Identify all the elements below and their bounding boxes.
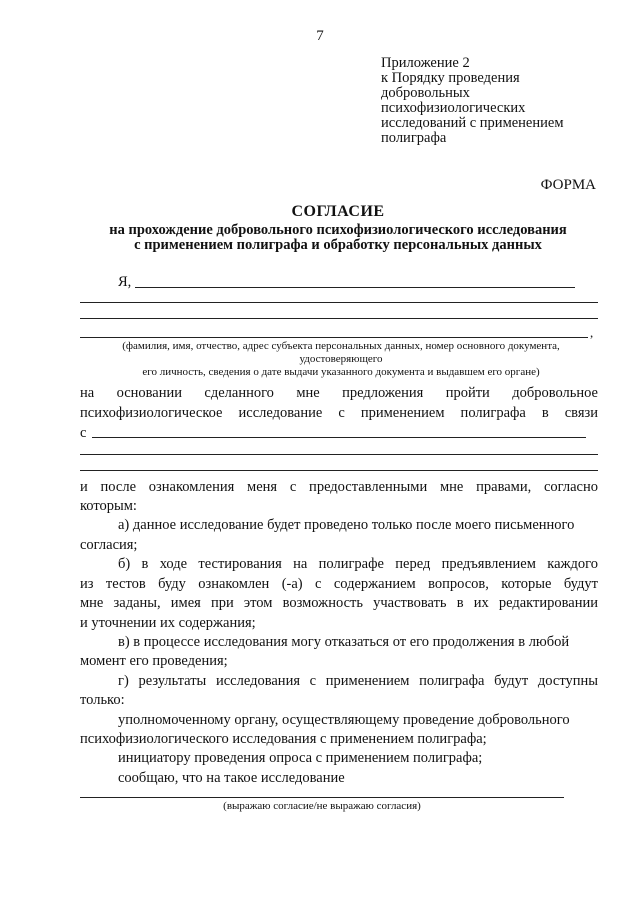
appendix-line: исследований с применением xyxy=(381,115,564,131)
document-title: СОГЛАСИЕ xyxy=(291,203,385,220)
right-d: г) результаты исследования с применением полиграфа будут доступны xyxy=(118,673,598,689)
subtitle-line: с применением полиграфа и обработку персональных данных xyxy=(134,237,542,253)
basis-line: психофизиологическое исследование с применением полиграфа в связи xyxy=(80,405,598,421)
appendix-line: Приложение 2 xyxy=(381,55,470,71)
caption-line: (фамилия, имя, отчество, адрес субъекта персональных данных, номер основного документа, удостоверяющего xyxy=(122,340,560,365)
access-party: уполномоченному органу, осуществляющему проведение добровольного xyxy=(118,712,570,728)
right-d: только: xyxy=(80,692,125,708)
right-c: в) в процессе исследования могу отказаться от его продолжения в любой xyxy=(118,634,570,650)
rights-intro: и после ознакомления меня с предоставленными мне правами, согласно xyxy=(80,479,598,495)
consent-field[interactable] xyxy=(80,797,564,798)
applicant-name-field[interactable] xyxy=(135,287,575,288)
appendix-line: полиграфа xyxy=(381,130,447,146)
appendix-reference xyxy=(381,56,611,146)
basis-line: на основании сделанного мне предложения пройти добровольное xyxy=(80,385,598,401)
applicant-address-field[interactable] xyxy=(80,302,598,303)
right-b: мне заданы, имея при этом возможность участвовать в их редактировании xyxy=(80,595,598,611)
right-a: согласия; xyxy=(80,537,138,553)
access-party: психофизиологического исследования с применением полиграфа; xyxy=(80,731,487,747)
access-party: инициатору проведения опроса с применением полиграфа; xyxy=(118,750,483,766)
form-label: ФОРМА xyxy=(540,177,596,193)
right-a: а) данное исследование будет проведено только после моего письменного xyxy=(118,517,575,533)
applicant-prefix: Я, xyxy=(118,274,132,290)
consent-statement: сообщаю, что на такое исследование xyxy=(118,770,345,786)
appendix-line: добровольных xyxy=(381,85,470,101)
appendix-line: психофизиологических xyxy=(381,100,526,116)
basis-prefix: с xyxy=(80,425,87,441)
consent-caption: (выражаю согласие/не выражаю согласия) xyxy=(223,800,421,812)
appendix-line: к Порядку проведения xyxy=(381,70,520,86)
page-number: 7 xyxy=(316,28,324,44)
right-c: момент его проведения; xyxy=(80,653,228,669)
right-b: и уточнении их содержания; xyxy=(80,615,256,631)
caption-line: его личность, сведения о дате выдачи указанного документа и выдавшем его органе) xyxy=(142,366,540,378)
right-b: б) в ходе тестирования на полиграфе перед предъявлением каждого xyxy=(118,556,598,572)
basis-reason-field[interactable] xyxy=(92,437,586,438)
applicant-caption xyxy=(80,340,602,379)
subtitle-line: на прохождение добровольного психофизиологического исследования xyxy=(109,222,567,238)
trailing-comma: , xyxy=(590,325,594,340)
rights-intro: которым: xyxy=(80,498,137,514)
applicant-document-date-field[interactable] xyxy=(80,337,588,338)
document-subtitle xyxy=(0,223,640,253)
basis-reason-field-2[interactable] xyxy=(80,454,598,455)
basis-reason-field-3[interactable] xyxy=(80,470,598,471)
applicant-document-field[interactable] xyxy=(80,318,598,319)
right-b: из тестов буду ознакомлен (-а) с содержанием вопросов, которые будут xyxy=(80,576,598,592)
